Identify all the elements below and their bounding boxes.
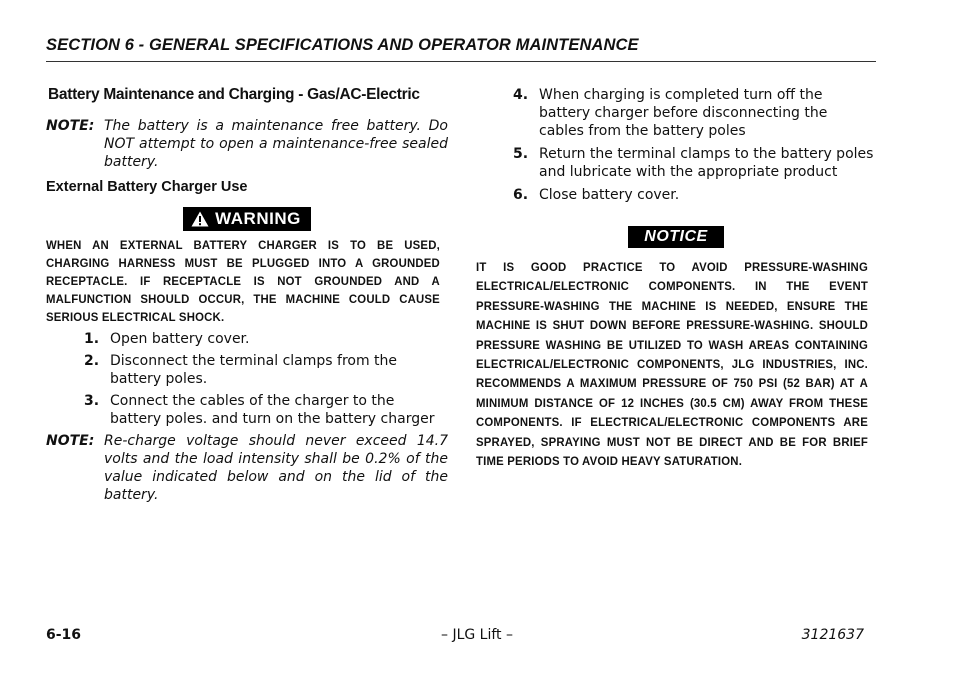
warning-banner [46,207,448,231]
list-item [84,392,448,428]
section-title: SECTION 6 - GENERAL SPECIFICATIONS AND OPERATOR MAINTENANCE [46,36,639,54]
list-item [513,145,876,181]
step-number: 4. [513,87,529,103]
list-item [513,86,876,140]
step-text: Connect the cables of the charger to the battery poles. and turn on the battery charger [110,393,435,427]
document-number: 3121637 [801,627,864,643]
notice-text: IT IS GOOD PRACTICE TO AVOID PRESSURE-WASHING ELECTRICAL/ELECTRONIC COMPONENTS. IN THE EVENT PRESSURE-WASHING THE MACHINE IS NEEDED, ENSURE THE MACHINE IS SHUT DOWN BEFORE PRESSURE-WASHING. SHOULD PRESSURE WASHING BE UTILIZED TO WASH AREAS CONTAINING ELECTRICAL/ELECTRONIC COMPONENTS, JLG INDUSTRIES, INC. RECOMMENDS A MAXIMUM PRESSURE OF 750 PSI (52 BAR) AT A MINIMUM DISTANCE OF 12 INCHES (30.5 CM) AWAY FROM THESE COMPONENTS. IF ELECTRICAL/ELECTRONIC COMPONENTS ARE SPRAYED, SPRAYING MUST NOT BE DIRECT AND BE FOR BRIEF TIME PERIODS TO AVOID HEAVY SATURATION. [476,261,868,469]
step-text: Return the terminal clamps to the battery poles and lubricate with the appropriate product [539,146,874,180]
note-label: NOTE: [46,118,95,134]
step-number: 2. [84,353,100,369]
notice-badge: NOTICE [628,226,723,248]
step-text: Open battery cover. [110,331,250,347]
header-rule [46,61,876,62]
warning-triangle-icon [191,211,209,227]
notice-banner [476,226,876,250]
step-number: 6. [513,187,529,203]
step-text: Close battery cover. [539,187,680,203]
section-heading: Battery Maintenance and Charging - Gas/AC-Electric [48,86,420,103]
list-item [513,186,876,204]
note-maintenance-free [46,117,448,171]
step-number: 5. [513,146,529,162]
list-item [84,352,448,388]
right-column [476,86,876,471]
note-label: NOTE: [46,433,95,449]
subheading-external-charger: External Battery Charger Use [46,179,248,195]
footer-publisher: – JLG Lift – [441,627,513,643]
steps-list-right [513,86,876,204]
warning-badge [183,207,311,231]
warning-text: WHEN AN EXTERNAL BATTERY CHARGER IS TO BE USED, CHARGING HARNESS MUST BE PLUGGED INTO A GROUNDED RECEPTACLE. IF RECEPTACLE IS NOT GROUNDED AND A MALFUNCTION SHOULD OCCUR, THE MACHINE COULD CAUSE SERIOUS ELECTRICAL SHOCK. [46,239,440,324]
step-text: When charging is completed turn off the battery charger before disconnecting the cables from the battery poles [539,87,828,139]
step-number: 1. [84,331,100,347]
step-text: Disconnect the terminal clamps from the battery poles. [110,353,398,387]
note-text: Re-charge voltage should never exceed 14.7 volts and the load intensity shall be 0.2% of the value indicated below and on the lid of the battery. [104,433,448,503]
left-column [46,86,448,504]
steps-list-left [84,330,448,428]
note-text: The battery is a maintenance free battery. Do NOT attempt to open a maintenance-free sealed battery. [104,118,448,170]
step-number: 3. [84,393,100,409]
note-recharge-voltage [46,432,448,504]
list-item [84,330,448,348]
page-number: 6-16 [46,627,82,643]
warning-label: WARNING [215,209,301,228]
